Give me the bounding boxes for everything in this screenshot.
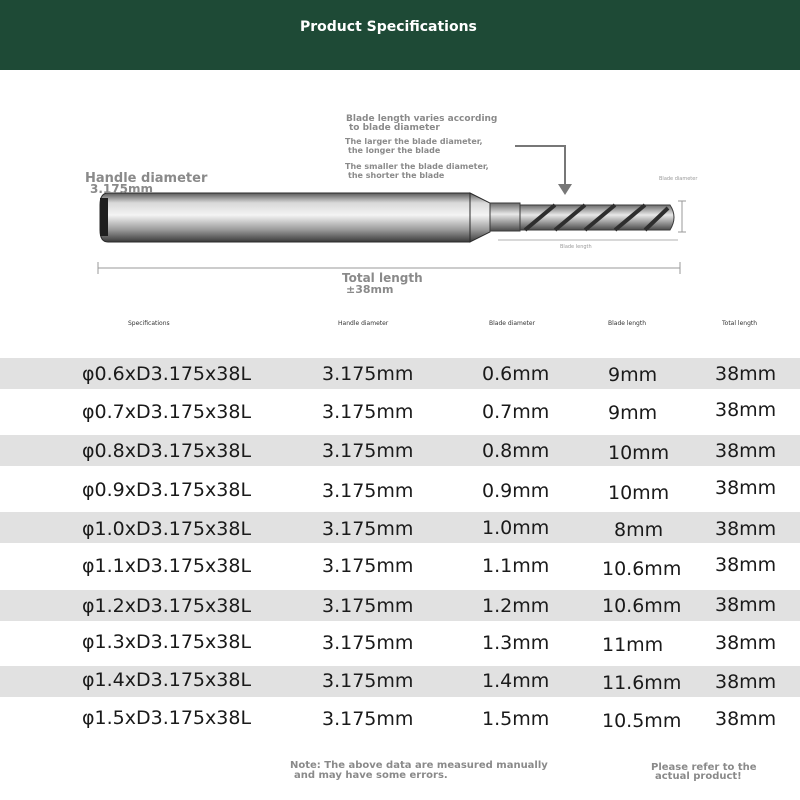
handle-diameter-value: 3.175mm bbox=[90, 182, 153, 196]
blade-length-cell: 9mm bbox=[608, 364, 658, 386]
page-title: Product Specifications bbox=[300, 19, 477, 35]
handle-cell: 3.175mm bbox=[322, 440, 414, 462]
table-row bbox=[0, 628, 800, 659]
blade-diameter-cell: 0.6mm bbox=[482, 363, 550, 385]
blade-length-cell: 10.6mm bbox=[602, 558, 682, 580]
measurement-note: Note: The above data are measured manually bbox=[290, 760, 548, 771]
total-length-cell: 38mm bbox=[715, 594, 777, 616]
table-row bbox=[0, 473, 800, 504]
col-header-total-length: Total length bbox=[722, 320, 758, 327]
total-length-cell: 38mm bbox=[715, 440, 777, 462]
blade-length-cell: 11.6mm bbox=[602, 672, 682, 694]
blade-length-cell: 10mm bbox=[608, 442, 670, 464]
spec-cell: φ1.2xD3.175x38L bbox=[82, 595, 252, 617]
handle-cell: 3.175mm bbox=[322, 595, 414, 617]
blade-diameter-cell: 1.4mm bbox=[482, 670, 550, 692]
spec-cell: φ1.3xD3.175x38L bbox=[82, 631, 252, 653]
spec-cell: φ1.1xD3.175x38L bbox=[82, 555, 252, 577]
blade-diameter-cell: 0.9mm bbox=[482, 480, 550, 502]
blade-diameter-cell: 1.2mm bbox=[482, 595, 550, 617]
blade-diameter-cell: 1.3mm bbox=[482, 632, 550, 654]
total-length-cell: 38mm bbox=[715, 554, 777, 576]
handle-cell: 3.175mm bbox=[322, 518, 414, 540]
blade-diameter-label: Blade diameter bbox=[659, 176, 698, 182]
spec-cell: φ1.0xD3.175x38L bbox=[82, 518, 252, 540]
total-length-cell: 38mm bbox=[715, 708, 777, 730]
refer-note-2: actual product! bbox=[655, 771, 742, 782]
blade-diameter-cell: 0.8mm bbox=[482, 440, 550, 462]
handle-diameter-label: Handle diameter bbox=[85, 171, 208, 186]
total-length-cell: 38mm bbox=[715, 477, 777, 499]
handle-cell: 3.175mm bbox=[322, 363, 414, 385]
blade-diameter-cell: 1.0mm bbox=[482, 517, 550, 539]
total-length-label: Total length bbox=[342, 271, 423, 285]
drill-diagram bbox=[0, 70, 800, 310]
handle-cell: 3.175mm bbox=[322, 670, 414, 692]
handle-cell: 3.175mm bbox=[322, 480, 414, 502]
blade-length-note-2: to blade diameter bbox=[349, 123, 440, 133]
spec-cell: φ1.5xD3.175x38L bbox=[82, 707, 252, 729]
larger-diameter-note: The larger the blade diameter, bbox=[345, 137, 483, 146]
table-row bbox=[0, 666, 800, 697]
blade-diameter-cell: 0.7mm bbox=[482, 401, 550, 423]
table-row bbox=[0, 590, 800, 621]
blade-length-label: Blade length bbox=[560, 244, 592, 250]
spec-cell: φ0.6xD3.175x38L bbox=[82, 363, 252, 385]
total-length-cell: 38mm bbox=[715, 518, 777, 540]
spec-cell: φ0.9xD3.175x38L bbox=[82, 479, 252, 501]
total-length-value: ±38mm bbox=[346, 283, 394, 296]
table-row bbox=[0, 435, 800, 466]
spec-cell: φ0.8xD3.175x38L bbox=[82, 440, 252, 462]
total-length-cell: 38mm bbox=[715, 363, 777, 385]
blade-length-note: Blade length varies according bbox=[346, 114, 498, 124]
blade-length-cell: 11mm bbox=[602, 634, 664, 656]
smaller-diameter-note-2: the shorter the blade bbox=[348, 171, 445, 180]
blade-length-cell: 10mm bbox=[608, 482, 670, 504]
blade-length-cell: 10.5mm bbox=[602, 710, 682, 732]
table-row bbox=[0, 704, 800, 735]
total-length-cell: 38mm bbox=[715, 399, 777, 421]
measurement-note-2: and may have some errors. bbox=[294, 770, 448, 781]
table-row bbox=[0, 396, 800, 427]
header-bar bbox=[0, 0, 800, 70]
total-length-cell: 38mm bbox=[715, 671, 777, 693]
handle-cell: 3.175mm bbox=[322, 708, 414, 730]
table-row bbox=[0, 512, 800, 543]
col-header-handle-diameter: Handle diameter bbox=[338, 320, 389, 327]
spec-cell: φ0.7xD3.175x38L bbox=[82, 401, 252, 423]
spec-cell: φ1.4xD3.175x38L bbox=[82, 669, 252, 691]
handle-cell: 3.175mm bbox=[322, 555, 414, 577]
blade-diameter-cell: 1.1mm bbox=[482, 555, 550, 577]
total-length-cell: 38mm bbox=[715, 632, 777, 654]
blade-diameter-cell: 1.5mm bbox=[482, 708, 550, 730]
handle-cell: 3.175mm bbox=[322, 401, 414, 423]
refer-note: Please refer to the bbox=[651, 762, 757, 773]
table-row bbox=[0, 358, 800, 389]
col-header-specifications: Specifications bbox=[128, 320, 170, 327]
col-header-blade-diameter: Blade diameter bbox=[489, 320, 536, 327]
col-header-blade-length: Blade length bbox=[608, 320, 646, 327]
handle-cell: 3.175mm bbox=[322, 632, 414, 654]
blade-length-cell: 8mm bbox=[614, 519, 664, 541]
blade-length-cell: 9mm bbox=[608, 402, 658, 424]
blade-length-cell: 10.6mm bbox=[602, 595, 682, 617]
larger-diameter-note-2: the longer the blade bbox=[348, 146, 441, 155]
table-row bbox=[0, 550, 800, 581]
smaller-diameter-note: The smaller the blade diameter, bbox=[345, 162, 489, 171]
